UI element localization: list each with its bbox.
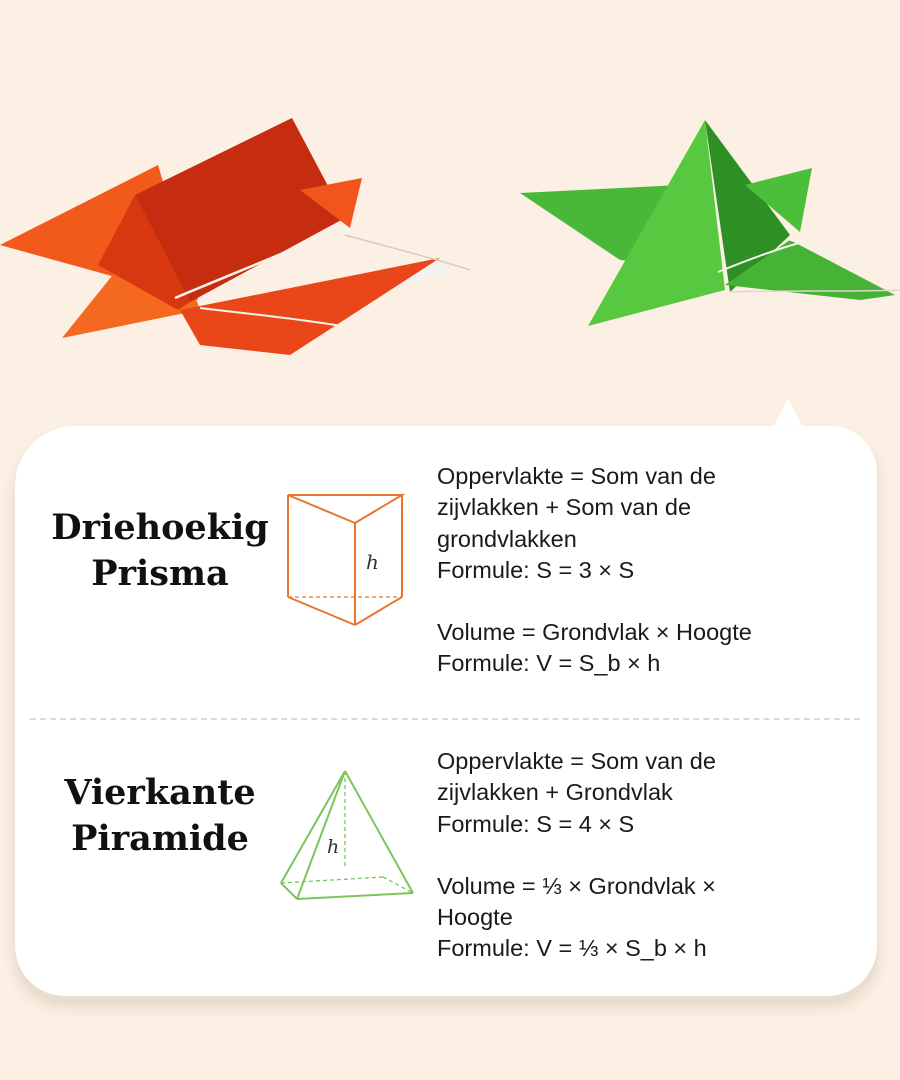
prism-title: [30, 505, 290, 597]
pyramid-title-line-1: Vierkante: [64, 772, 256, 813]
pyramid-volume-line-1: Volume = ⅓ × Grondvlak ×: [437, 872, 716, 899]
prism-desc-line-3: grondvlakken: [437, 525, 577, 552]
section-divider: [30, 718, 860, 720]
prism-desc-line-2: zijvlakken + Som van de: [437, 494, 692, 521]
prism-title-line-1: Driehoekig: [51, 507, 269, 548]
prism-volume-line-2: Formule: V = S_b × h: [437, 650, 661, 677]
pyramid-volume-line-3: Formule: V = ⅓ × S_b × h: [437, 935, 707, 962]
pyramid-description: [437, 746, 857, 965]
pyramid-volume-line-2: Hoogte: [437, 904, 513, 931]
paper-models-photo: [0, 0, 900, 440]
square-pyramid-diagram: [275, 765, 420, 905]
prism-desc-line-4: Formule: S = 3 × S: [437, 556, 635, 583]
pyramid-desc-line-2: zijvlakken + Grondvlak: [437, 779, 673, 806]
orange-prism-model: [0, 118, 530, 365]
prism-height-label: h: [366, 550, 379, 574]
prism-description: [437, 461, 857, 680]
pyramid-desc-line-1: Oppervlakte = Som van de: [437, 748, 716, 774]
pyramid-height-label: h: [327, 836, 340, 858]
prism-title-line-2: Prisma: [91, 553, 229, 594]
triangular-prism-diagram: [280, 485, 410, 630]
pyramid-title-line-2: Piramide: [71, 818, 249, 859]
green-pyramid-model: [520, 120, 900, 326]
pyramid-title: [30, 770, 290, 862]
prism-volume-line-1: Volume = Grondvlak × Hoogte: [437, 619, 752, 646]
pyramid-desc-line-3: Formule: S = 4 × S: [437, 810, 635, 837]
prism-desc-line-1: Oppervlakte = Som van de: [437, 463, 716, 489]
